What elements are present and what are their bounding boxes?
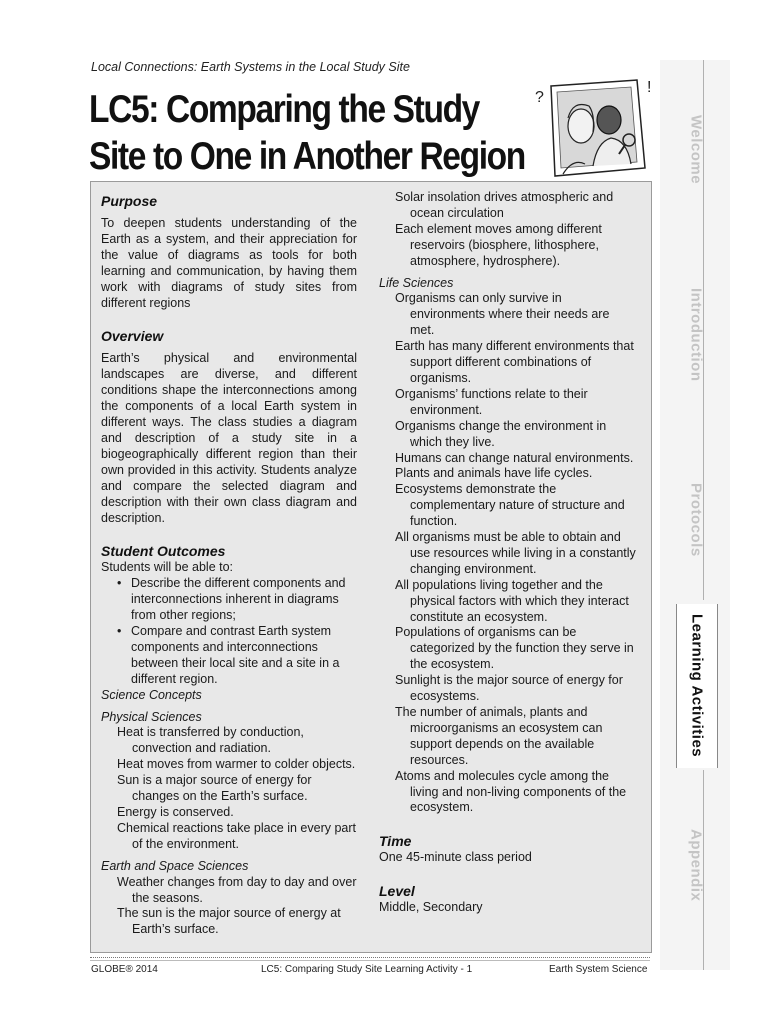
outcomes-intro: Students will be able to:	[101, 560, 234, 575]
footer-divider	[90, 960, 650, 961]
concept-item: Each element moves among different reservoirs (biosphere, lithosphere, atmosphere, hydrosphere).	[395, 221, 602, 268]
footer-center: LC5: Comparing Study Site Learning Activity - 1	[261, 964, 473, 975]
outcomes-list	[101, 576, 357, 687]
outcome-item: • Describe the different components and interconnections inherent in diagrams from other regions;	[101, 576, 357, 624]
title-line-1: LC5: Comparing the Study	[89, 88, 479, 131]
concept-item: Weather changes from day to day and over the seasons.	[117, 874, 357, 905]
right-column	[379, 190, 637, 916]
footer-right: Earth System Science	[549, 964, 648, 975]
level-heading: Level	[379, 883, 415, 900]
overview-text: Earth’s physical and environmental landscapes are diverse, and different conditions shape the interconnections among the components of a local Earth system in different ways. The class studies a diagram and description of a study site in a biogeographically different region than their own provided in this activity. Students analyze and compare the selected diagram and description with their own class diagram and description.	[101, 351, 357, 525]
concept-item: Organisms change the environment in which they live.	[395, 418, 607, 449]
concept-item: Populations of organisms can be categorized by the function they serve in the ecosystem.	[395, 625, 634, 672]
purpose-text: To deepen students understanding of the Earth as a system, and their appreciation for the value of diagrams as tools for both learning and communication, by having them work with diagrams of study sites from different regions	[101, 216, 357, 310]
tab-protocols[interactable]: Protocols	[687, 483, 705, 557]
concept-item: Organisms can only survive in environments where their needs are met.	[395, 291, 610, 338]
concept-item: The sun is the major source of energy at Earth’s surface.	[117, 906, 341, 937]
purpose-heading: Purpose	[101, 193, 158, 209]
concept-item: Organisms’ functions relate to their environment.	[395, 386, 588, 417]
concept-item: Heat is transferred by conduction, convection and radiation.	[117, 725, 304, 756]
time-heading: Time	[379, 833, 412, 850]
earth-space-heading: Earth and Space Sciences	[101, 858, 249, 873]
concept-item: Heat moves from warmer to colder objects.	[117, 757, 356, 772]
footer-left: GLOBE® 2014	[91, 964, 158, 975]
footer-divider	[90, 957, 650, 958]
concept-item: Solar insolation drives atmospheric and ocean circulation	[395, 190, 614, 220]
concept-item: Ecosystems demonstrate the complementary nature of structure and function.	[395, 482, 625, 529]
concept-item: Plants and animals have life cycles.	[395, 466, 593, 481]
tab-appendix[interactable]: Appendix	[687, 828, 705, 902]
students-illustration	[533, 78, 658, 186]
physical-sciences-heading: Physical Sciences	[101, 709, 202, 724]
life-sciences-heading: Life Sciences	[379, 275, 454, 290]
page-title	[89, 86, 525, 180]
outcome-item: • Compare and contrast Earth system components and interconnections between their local site and a site in a different region.	[101, 624, 357, 688]
concept-item: All populations living together and the physical factors with which they interact constitute an ecosystem.	[395, 577, 629, 624]
concept-item: Sunlight is the major source of energy for ecosystems.	[395, 673, 623, 704]
title-line-2: Site to One in Another Region	[89, 135, 525, 178]
concept-item: Earth has many different environments that support different combinations of organisms.	[395, 339, 634, 385]
concept-item: Atoms and molecules cycle among the living and non-living components of the ecosystem.	[395, 768, 627, 815]
level-text: Middle, Secondary	[379, 900, 483, 915]
time-text: One 45-minute class period	[379, 850, 532, 865]
outcomes-heading: Student Outcomes	[101, 543, 226, 560]
overview-heading: Overview	[101, 328, 164, 345]
tab-welcome[interactable]: Welcome	[687, 115, 705, 185]
svg-text:!: !	[647, 79, 652, 96]
science-concepts-label: Science Concepts	[101, 687, 202, 702]
concept-item: Energy is conserved.	[117, 805, 234, 819]
concept-item: Chemical reactions take place in every part of the environment.	[117, 820, 357, 851]
tab-introduction[interactable]: Introduction	[687, 288, 705, 382]
concept-item: The number of animals, plants and microorganisms an ecosystem can support depends on the available resources.	[395, 705, 603, 767]
concept-item: Sun is a major source of energy for changes on the Earth’s surface.	[117, 773, 312, 804]
concept-item: Humans can change natural environments.	[395, 450, 634, 465]
section-header: Local Connections: Earth Systems in the Local Study Site	[91, 60, 410, 74]
left-column	[101, 192, 357, 938]
tab-learning-activities[interactable]: Learning Activities	[676, 604, 718, 768]
svg-text:?: ?	[535, 89, 544, 106]
concept-item: All organisms must be able to obtain and use resources while living in a constantly changing environment.	[395, 530, 636, 576]
